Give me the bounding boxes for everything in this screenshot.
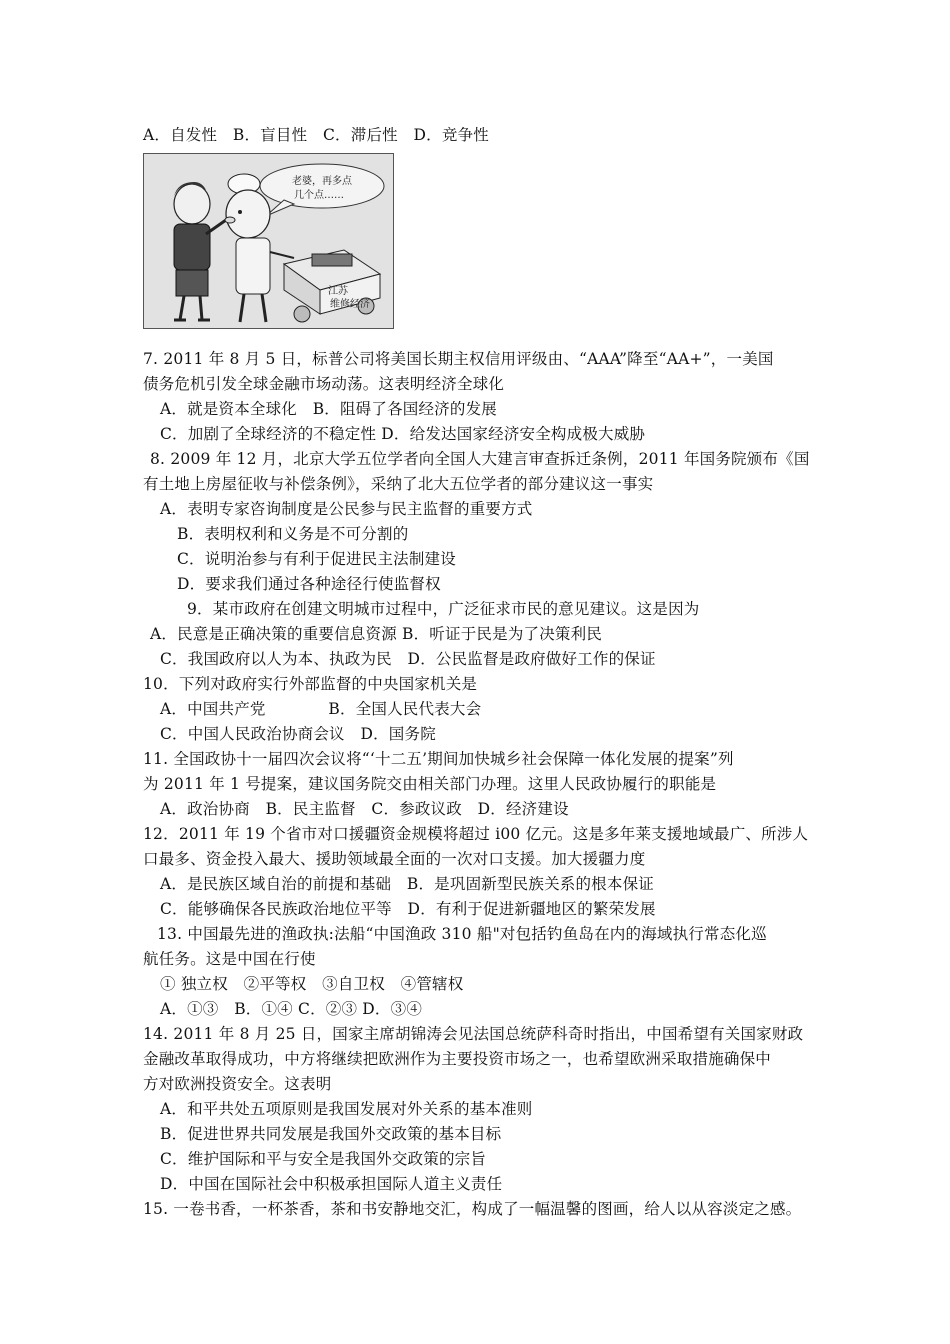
q12-options-1: A．是民族区域自治的前提和基础 B．是巩固新型民族关系的根本保证: [160, 875, 654, 893]
q8-option-b: B．表明权利和义务是不可分割的: [177, 525, 409, 543]
q14-option-b: B．促进世界共同发展是我国外交政策的基本目标: [160, 1125, 502, 1143]
q8-option-a: A．表明专家咨询制度是公民参与民主监督的重要方式: [160, 500, 533, 518]
q10-stem: 10．下列对政府实行外部监督的中央国家机关是: [143, 675, 478, 693]
q8-option-d: D．要求我们通过各种途径行使监督权: [177, 575, 441, 593]
q11-stem-2: 为 2011 年 1 号提案，建议国务院交由相关部门办理。这里人民政协履行的职能是: [143, 775, 717, 793]
q13-choices: ① 独立权 ②平等权 ③自卫权 ④管辖权: [160, 975, 464, 993]
cart-label-1: 江苏: [328, 286, 348, 297]
q13-stem-2: 航任务。这是中国在行使: [143, 950, 316, 968]
q10-options-2: C．中国人民政治协商会议 D．国务院: [160, 725, 436, 743]
q10-options-1: A．中国共产党 B．全国人民代表大会: [160, 700, 482, 718]
q8-stem-2: 有土地上房屋征收与补偿条例》，采纳了北大五位学者的部分建议这一事实: [143, 475, 654, 493]
q14-stem-3: 方对欧洲投资安全。这表明: [143, 1075, 332, 1093]
cart-label-2: 维修经济: [330, 299, 370, 310]
bubble-line-1: 老婆，再多点: [292, 176, 352, 187]
q8-stem-1: 8. 2009 年 12 月，北京大学五位学者向全国人大建言审查拆迁条例，2011 年国务院颁布《国: [150, 450, 810, 468]
q12-stem-2: 口最多、资金投入最大、援助领域最全面的一次对口支援。加大援疆力度: [143, 850, 646, 868]
q14-option-c: C．维护国际和平与安全是我国外交政策的宗旨: [160, 1150, 487, 1168]
cartoon-drawing: [144, 154, 393, 328]
q7-stem-2: 债务危机引发全球金融市场动荡。这表明经济全球化: [143, 375, 505, 393]
q9-options-1: A．民意是正确决策的重要信息资源 B．听证于民是为了决策利民: [150, 625, 603, 643]
q14-stem-2: 金融改革取得成功，中方将继续把欧洲作为主要投资市场之一，也希望欧洲采取措施确保中: [143, 1050, 772, 1068]
q14-option-a: A．和平共处五项原则是我国发展对外关系的基本准则: [160, 1100, 533, 1118]
q8-option-c: C．说明治参与有利于促进民主法制建设: [177, 550, 456, 568]
q12-stem-1: 12．2011 年 19 个省市对口援疆资金规模将超过 i00 亿元。这是多年莱支援地域最广、所涉人: [143, 825, 809, 843]
q13-stem-1: 13. 中国最先进的渔政执:法船“中国渔政 310 船"对包括钓鱼岛在内的海域执行常态化巡: [157, 925, 767, 943]
q12-options-2: C．能够确保各民族政治地位平等 D．有利于促进新疆地区的繁荣发展: [160, 900, 656, 918]
q9-options-2: C．我国政府以人为本、执政为民 D．公民监督是政府做好工作的保证: [160, 650, 656, 668]
cartoon-illustration: [143, 153, 394, 329]
q15-stem: 15. 一卷书香，一杯茶香，茶和书安静地交汇，构成了一幅温馨的图画，给人以从容淡定之感。: [143, 1200, 802, 1218]
q7-options-2: C．加剧了全球经济的不稳定性 D．给发达国家经济安全构成极大威胁: [160, 425, 646, 443]
q13-options: A．①③ B．①④ C．②③ D．③④: [160, 1000, 423, 1018]
q9-stem: 9．某市政府在创建文明城市过程中，广泛征求市民的意见建议。这是因为: [187, 600, 700, 618]
q6-options: A．自发性 B．盲目性 C．滞后性 D．竞争性: [143, 126, 489, 144]
q11-options: A．政治协商 B．民主监督 C．参政议政 D．经济建设: [160, 800, 569, 818]
q7-stem-1: 7. 2011 年 8 月 5 日，标普公司将美国长期主权信用评级由、“AAA”降至“AA+”，一美国: [143, 350, 774, 368]
q14-option-d: D．中国在国际社会中积极承担国际人道主义责任: [160, 1175, 503, 1193]
q11-stem-1: 11. 全国政协十一届四次会议将“‘十二五’期间加快城乡社会保障一体化发展的提案”列: [143, 750, 734, 768]
q14-stem-1: 14. 2011 年 8 月 25 日，国家主席胡锦涛会见法国总统萨科奇时指出，中国希望有关国家财政: [143, 1025, 804, 1043]
q7-options-1: A．就是资本全球化 B．阻碍了各国经济的发展: [160, 400, 497, 418]
bubble-line-2: 几个点……: [294, 190, 344, 201]
